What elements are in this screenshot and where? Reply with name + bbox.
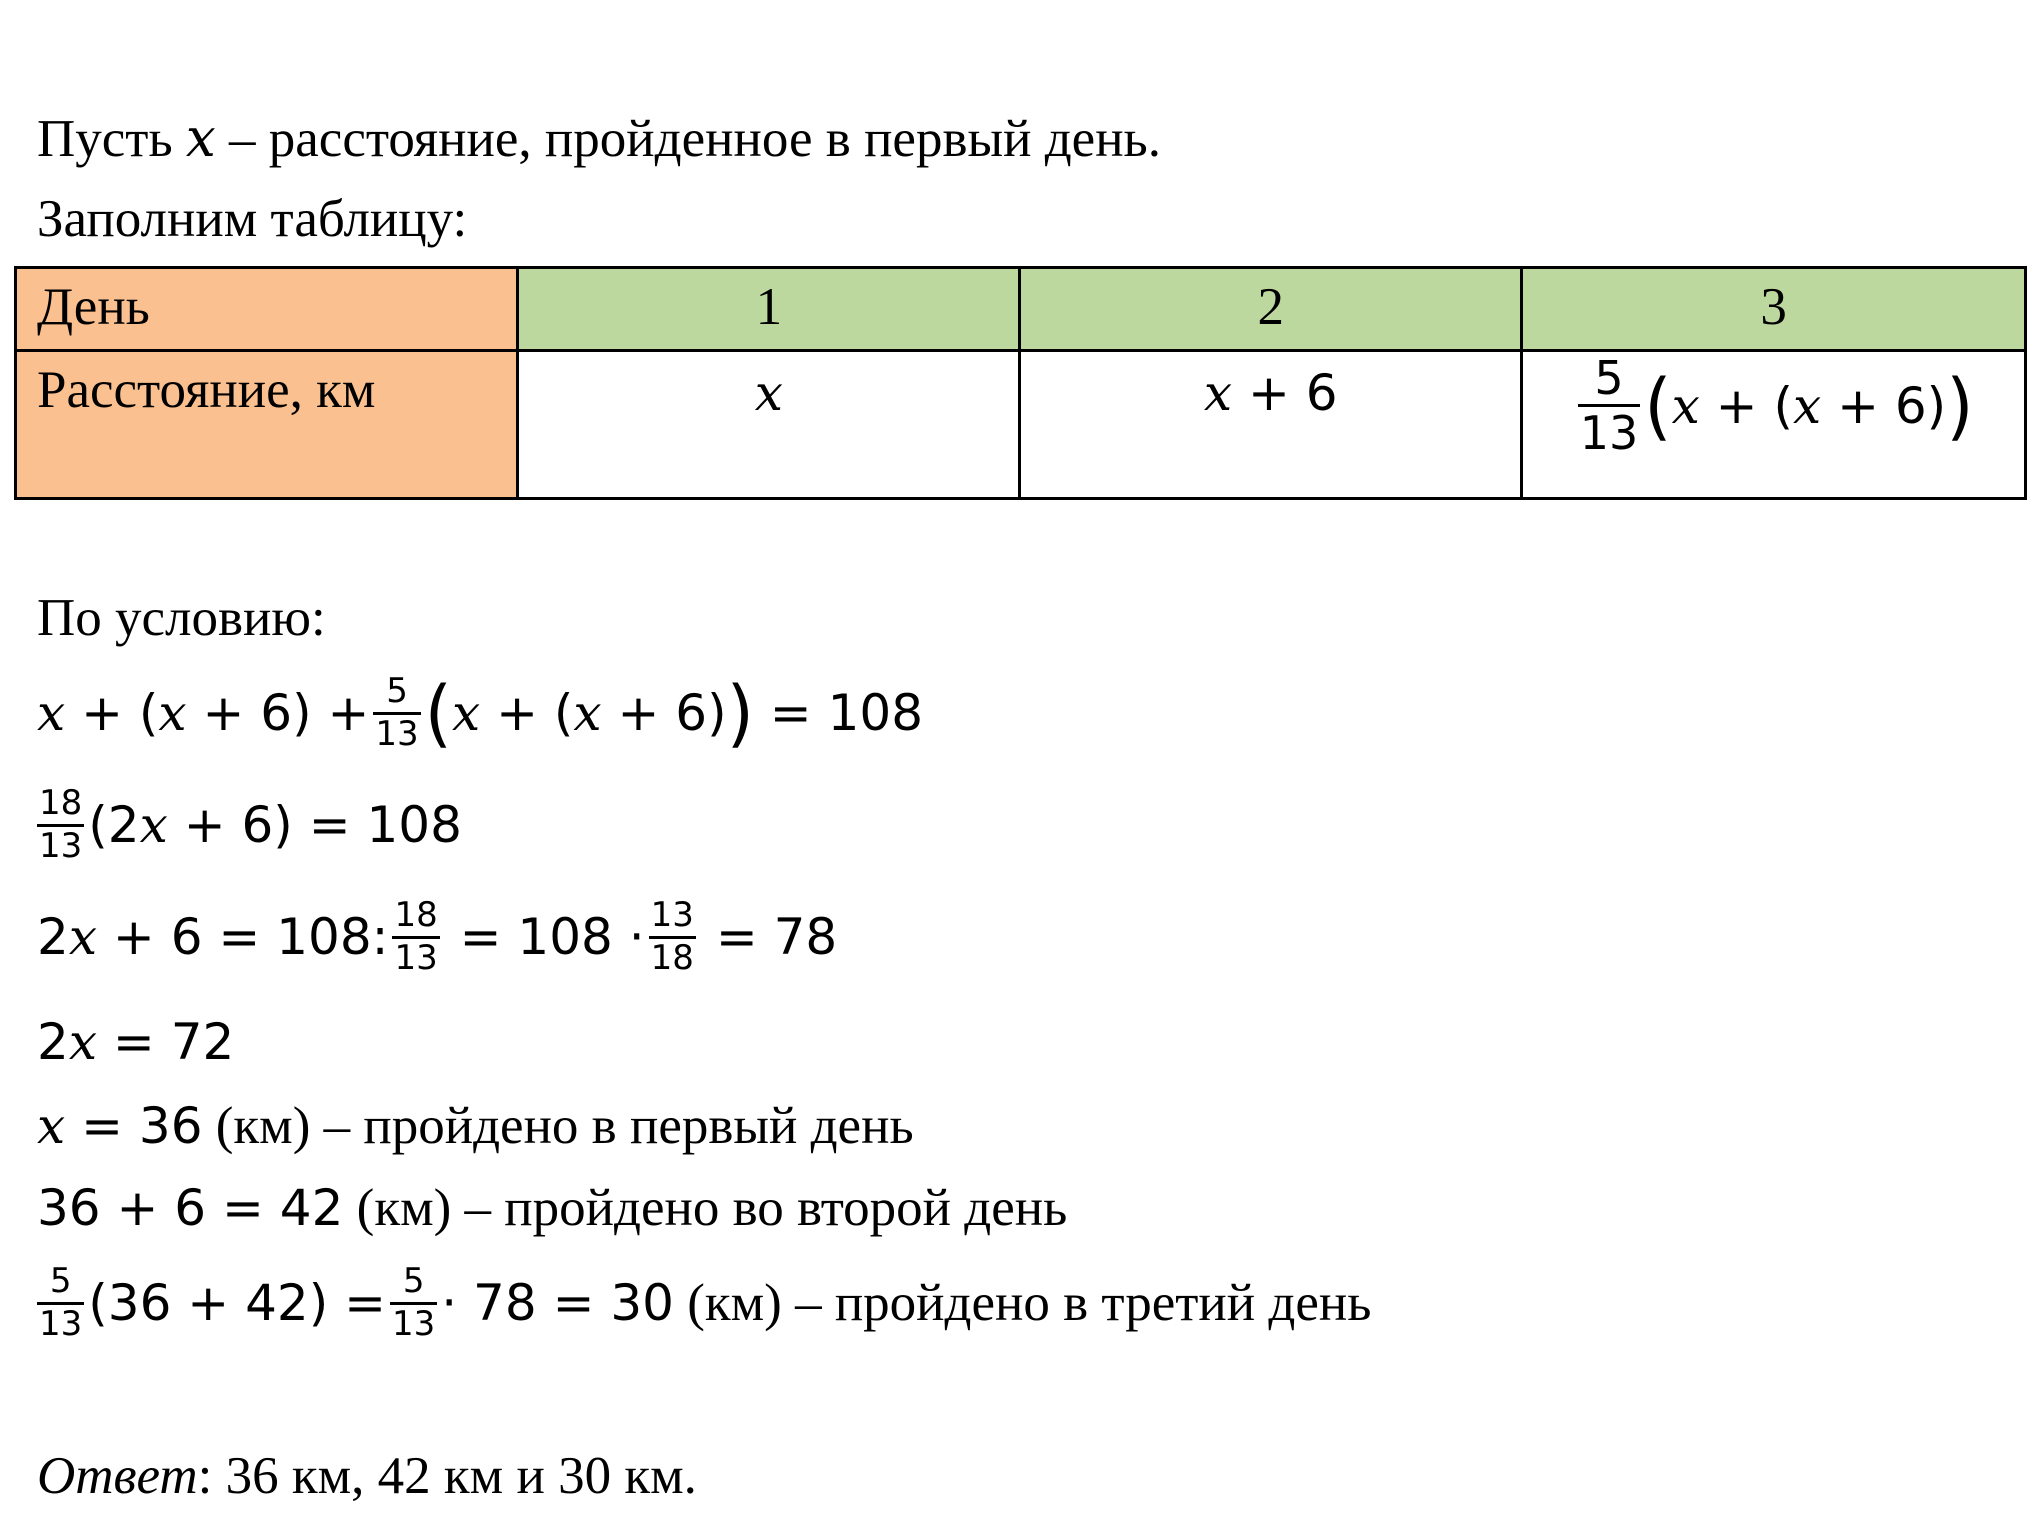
- intro-line-2: Заполним таблицу:: [37, 190, 468, 248]
- fraction: $\frac{5}{13}$: [375, 670, 419, 754]
- table-cell-distance-1: x: [518, 351, 1020, 499]
- table-cell-distance-2: x + 6: [1020, 351, 1522, 499]
- equation-6: 36 + 6 = 42 (км) – пройдено во второй день: [37, 1178, 1068, 1237]
- table-header-day: День: [16, 268, 518, 351]
- table-cell-distance-3: $\frac{5}{13}$ ( x + ( x + 6) ): [1522, 351, 2026, 499]
- equation-3: 2 x + 6 = 108: $\frac{18}{13}$ = 108 · $\frac{13}{18}$ = 78: [37, 894, 838, 978]
- equation-7: $\frac{5}{13}$ (36 + 42) = $\frac{5}{13}$ · 78 = 30 (км) – пройдено в третий день: [39, 1260, 1372, 1344]
- fraction: $\frac{5}{13}$: [39, 1260, 83, 1344]
- answer-line: [37, 1447, 697, 1505]
- equation-4: 2 x = 72: [37, 1013, 235, 1071]
- fraction: $\frac{5}{13}$: [392, 1260, 436, 1344]
- table-header-distance: Расстояние, км: [16, 351, 518, 499]
- equation-5: x = 36 (км) – пройдено в первый день: [37, 1096, 914, 1155]
- table-row-days: [16, 268, 2026, 351]
- equation-2: $\frac{18}{13}$ (2 x + 6) = 108: [39, 782, 462, 866]
- equation-1: x + ( x + 6) + $\frac{5}{13}$ ( x + ( x + 6) ) = 108: [37, 669, 924, 757]
- intro-suffix: – расстояние, пройденное в первый день.: [215, 110, 1161, 168]
- table-cell-day-2: 2: [1020, 268, 1522, 351]
- variable-x: x: [185, 108, 216, 169]
- intro-prefix: Пусть: [37, 110, 186, 168]
- fraction: $\frac{18}{13}$: [394, 894, 438, 978]
- condition-label: По условию:: [37, 589, 326, 647]
- fraction: $\frac{18}{13}$: [39, 782, 83, 866]
- distance-table: [14, 266, 2027, 500]
- fraction: $\frac{13}{18}$: [650, 894, 694, 978]
- answer-text: : 36 км, 42 км и 30 км.: [197, 1447, 697, 1505]
- table-cell-day-3: 3: [1522, 268, 2026, 351]
- table-cell-day-1: 1: [518, 268, 1020, 351]
- table-row-distance: [16, 351, 2026, 499]
- intro-line-1: [37, 108, 1161, 169]
- fraction-5-13: $\frac{5}{13}$: [1579, 351, 1639, 461]
- answer-label: Ответ: [37, 1447, 198, 1505]
